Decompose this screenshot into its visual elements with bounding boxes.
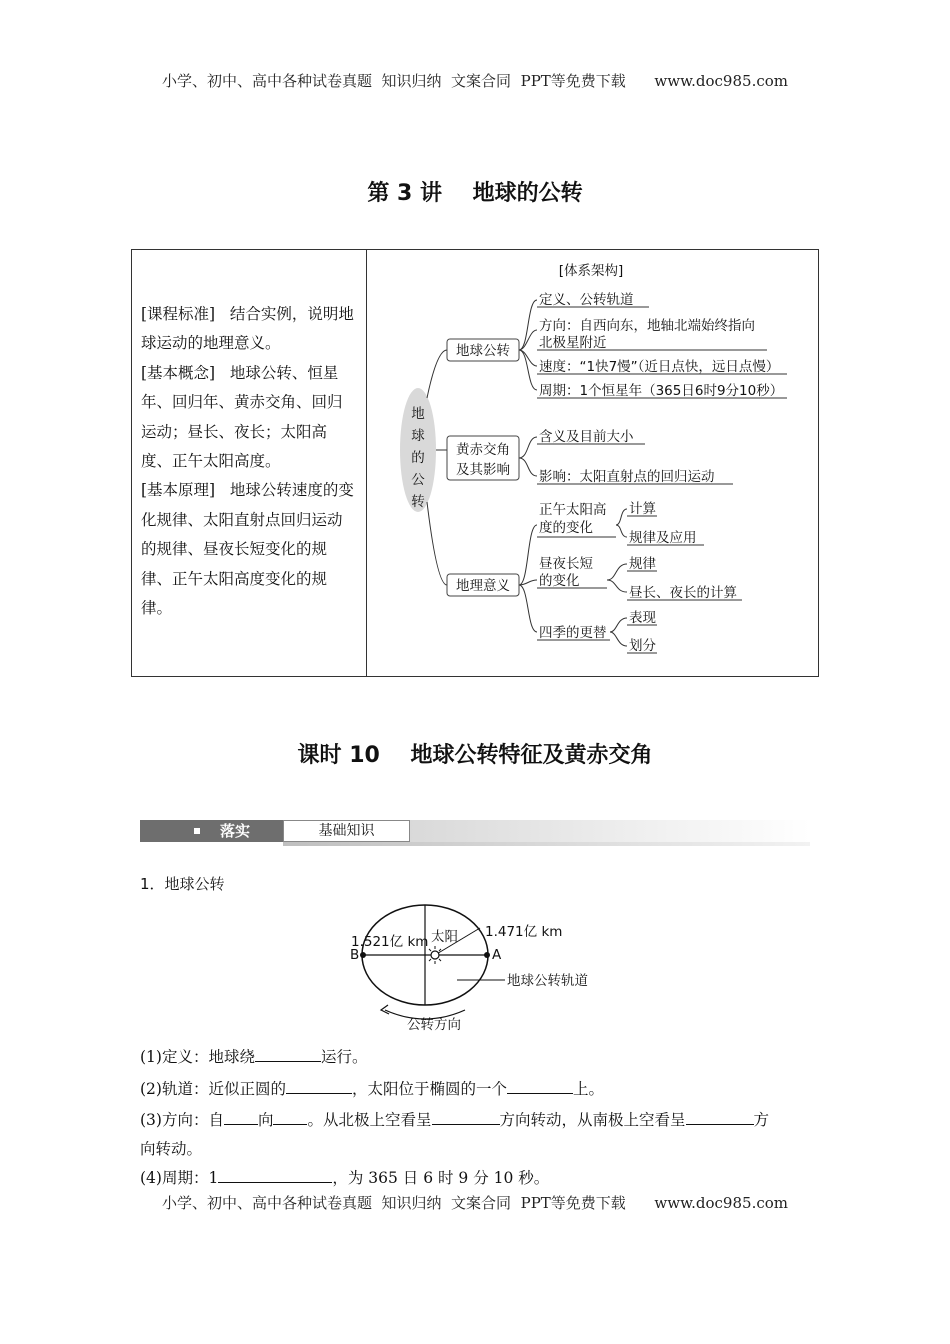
q2-text-a: (2)轨道：近似正圆的: [140, 1080, 286, 1098]
question-1: [140, 1045, 367, 1067]
sun-icon: [426, 946, 444, 964]
q2-blank-1[interactable]: [286, 1079, 352, 1094]
leaf-direction-1: 方向：自西向东，地轴北端始终指向: [539, 318, 755, 334]
sub-seasons: 四季的更替: [539, 625, 607, 641]
aphelion-point-b: [360, 952, 366, 958]
leaf-definition: 定义、公转轨道: [539, 292, 634, 308]
banner-dark-tab: [140, 820, 283, 842]
leaf-period: 周期：1个恒星年（365日6时9分10秒）: [539, 383, 784, 399]
center-char-2: 球: [411, 428, 425, 444]
page-header: 小学、初中、高中各种试卷真题 知识归纳 文案合同 PPT等免费下载 www.doc985.com: [161, 72, 788, 90]
question-4: [140, 1166, 549, 1188]
banner-light-tab: 基础知识: [283, 820, 410, 842]
question-3: [140, 1108, 769, 1130]
arrowhead-icon: [381, 1005, 389, 1014]
revolution-direction-label: 公转方向: [407, 1017, 461, 1033]
orbit-track-label: 地球公转轨道: [507, 973, 588, 989]
lesson-title: 课时 10 地球公转特征及黄赤交角: [297, 743, 653, 768]
orbit-diagram: [345, 900, 625, 1035]
basic-principle-label: [基本原理]: [141, 481, 216, 500]
leaf-day-pattern: 规律: [629, 556, 656, 572]
q1-text-a: (1)定义：地球绕: [140, 1048, 255, 1066]
perihelion-point-a: [484, 952, 490, 958]
curriculum-standards: [141, 300, 356, 623]
sub-day-length-2: 的变化: [539, 573, 580, 589]
q2-text-c: 上。: [572, 1080, 604, 1098]
basic-principle-text: 地球公转速度的变化规律、太阳直射点回归运动的规律、昼夜长短变化的规律、正午太阳高度变化的规律。: [141, 481, 354, 618]
label-b: B: [350, 947, 360, 963]
sub-noon-altitude-2: 度的变化: [539, 520, 593, 536]
center-char-3: 的: [411, 450, 425, 466]
q3-blank-4[interactable]: [686, 1110, 754, 1125]
banner-underbar: [283, 842, 810, 846]
sub-noon-altitude-1: 正午太阳高: [539, 502, 607, 518]
q3-text-c: 。从北极上空看呈: [307, 1111, 432, 1129]
q1-text-b: 运行。: [320, 1048, 368, 1066]
q2-blank-2[interactable]: [507, 1079, 573, 1094]
question-3-cont: 向转动。: [140, 1140, 203, 1158]
q3-blank-1[interactable]: [224, 1110, 258, 1125]
section-banner: [140, 820, 810, 846]
q3-text-a: (3)方向：自: [140, 1111, 224, 1129]
mind-map: [367, 250, 817, 676]
question-2: [140, 1077, 604, 1099]
q4-blank[interactable]: [218, 1168, 332, 1183]
leaf-day-night-calc: 昼长、夜长的计算: [629, 585, 737, 601]
banner-fade: [408, 820, 810, 842]
q4-text-a: (4)周期：1: [140, 1169, 219, 1187]
q3-blank-2[interactable]: [273, 1110, 307, 1125]
q4-text-b: ，为 365 日 6 时 9 分 10 秒。: [332, 1169, 550, 1187]
q1-blank[interactable]: [255, 1047, 321, 1062]
lecture-title: 第 3 讲 地球的公转: [367, 181, 583, 206]
course-standard-label: [课程标准]: [141, 305, 216, 323]
sub-day-length-1: 昼夜长短: [539, 556, 593, 572]
q3-blank-3[interactable]: [432, 1110, 500, 1125]
leaf-speed: 速度：“1快7慢”（近日点快，远日点慢）: [539, 359, 780, 375]
leaf-direction-2: 北极星附近: [539, 335, 607, 351]
sun-label: 太阳: [431, 929, 458, 945]
leaf-calculation: 计算: [629, 501, 656, 517]
label-a: A: [492, 947, 502, 963]
node-earth-revolution-label: 地球公转: [456, 343, 510, 359]
basic-concept-text: 地球公转、恒星年、回归年、黄赤交角、回归运动；昼长、夜长；太阳高度、正午太阳高度。: [141, 363, 343, 471]
center-char-1: 地: [411, 406, 425, 422]
perihelion-distance: 1.471亿 km: [485, 924, 563, 940]
q3-text-d: 方向转动，从南极上空看呈: [499, 1111, 686, 1129]
course-standard-text: 结合实例，说明地球运动的地理意义。: [141, 305, 354, 353]
q3-text-b: 向: [257, 1111, 274, 1129]
leaf-season-division: 划分: [629, 638, 656, 654]
mindmap-header: [体系架构]: [558, 263, 624, 279]
node-obliquity-label-2: 及其影响: [456, 462, 510, 478]
leaf-meaning-size: 含义及目前大小: [539, 429, 634, 445]
node-geo-significance-label: 地理意义: [456, 578, 510, 594]
square-bullet-icon: [194, 828, 200, 834]
q3-text-e: 方: [753, 1111, 770, 1129]
node-obliquity-label-1: 黄赤交角: [456, 442, 510, 458]
section-heading: 1．地球公转: [140, 875, 225, 893]
q2-text-b: ，太阳位于椭圆的一个: [351, 1080, 507, 1098]
leaf-season-expression: 表现: [629, 610, 656, 626]
banner-dark-label: 落实: [220, 822, 251, 840]
basic-concept-label: [基本概念]: [141, 363, 216, 382]
center-char-5: 转: [411, 494, 425, 510]
aphelion-distance: 1.521亿 km: [351, 934, 429, 950]
leaf-pattern-application: 规律及应用: [629, 530, 697, 546]
center-char-4: 公: [411, 472, 425, 488]
leaf-influence: 影响：太阳直射点的回归运动: [539, 469, 715, 485]
page-footer: 小学、初中、高中各种试卷真题 知识归纳 文案合同 PPT等免费下载 www.doc985.com: [161, 1194, 788, 1212]
